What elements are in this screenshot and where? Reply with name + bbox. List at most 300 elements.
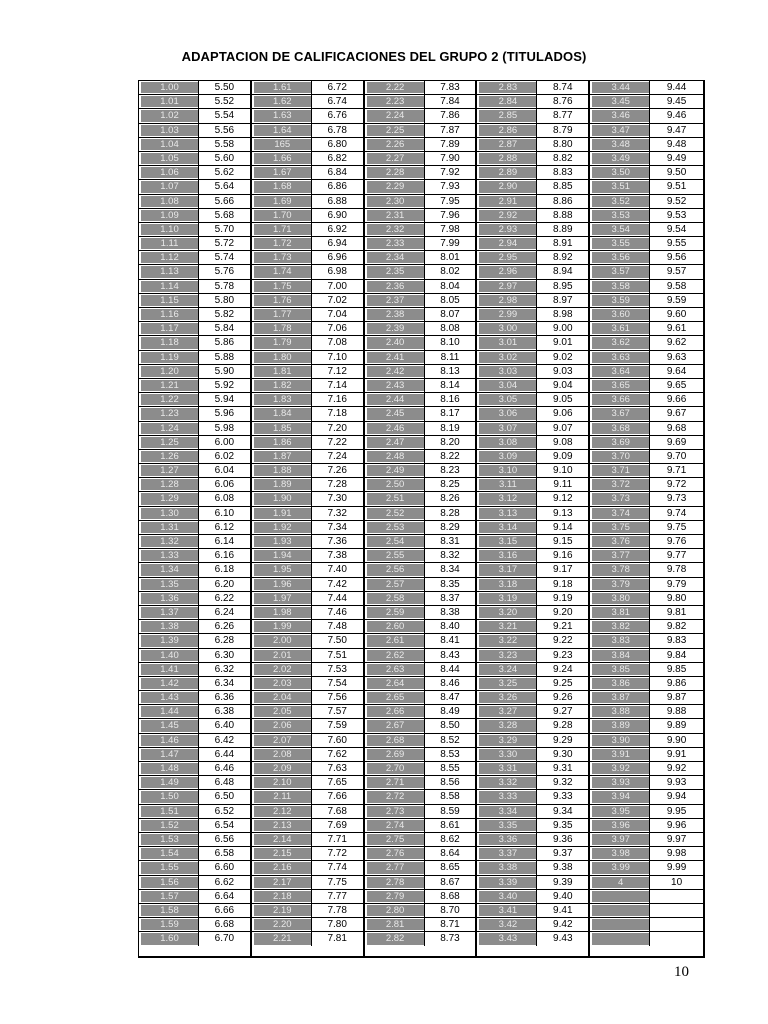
adapted-grade-cell: 9.68 xyxy=(649,422,703,435)
original-score-cell: 2.05 xyxy=(254,706,311,717)
original-score-cell: 1.22 xyxy=(141,394,198,405)
original-score-cell: 3.96 xyxy=(592,820,649,831)
table-row xyxy=(252,422,363,436)
original-score-cell: 3.38 xyxy=(479,862,536,873)
table-row xyxy=(590,422,703,436)
table-row xyxy=(477,677,588,691)
original-score-cell: 1.48 xyxy=(141,763,198,774)
table-row xyxy=(477,351,588,365)
table-row xyxy=(139,677,250,691)
adapted-grade-cell: 8.16 xyxy=(424,393,476,406)
adapted-grade-cell: 8.71 xyxy=(424,918,476,931)
adapted-grade-cell: 9.86 xyxy=(649,677,703,690)
adapted-grade-cell: 6.80 xyxy=(311,138,363,151)
adapted-grade-cell: 6.38 xyxy=(198,705,250,718)
table-row xyxy=(252,109,363,123)
original-score-cell: 2.49 xyxy=(367,465,424,476)
adapted-grade-cell: 5.94 xyxy=(198,393,250,406)
original-score-cell: 2.84 xyxy=(479,96,536,107)
original-score-cell: 3.56 xyxy=(592,252,649,263)
adapted-grade-cell: 7.95 xyxy=(424,195,476,208)
adapted-grade-cell: 8.32 xyxy=(424,549,476,562)
adapted-grade-cell: 6.74 xyxy=(311,95,363,108)
adapted-grade-cell: 7.75 xyxy=(311,876,363,889)
adapted-grade-cell: 6.94 xyxy=(311,237,363,250)
table-column-group xyxy=(590,81,703,956)
adapted-grade-cell: 6.56 xyxy=(198,833,250,846)
table-row xyxy=(365,492,476,506)
table-row xyxy=(590,634,703,648)
original-score-cell: 3.37 xyxy=(479,848,536,859)
adapted-grade-cell: 8.05 xyxy=(424,294,476,307)
original-score-cell: 1.46 xyxy=(141,735,198,746)
original-score-cell: 3.02 xyxy=(479,352,536,363)
adapted-grade-cell: 8.38 xyxy=(424,606,476,619)
adapted-grade-cell: 9.11 xyxy=(536,478,588,491)
table-row xyxy=(252,563,363,577)
table-row xyxy=(252,195,363,209)
original-score-cell: 2.09 xyxy=(254,763,311,774)
table-row xyxy=(365,422,476,436)
table-row xyxy=(252,322,363,336)
original-score-cell: 1.07 xyxy=(141,181,198,192)
adapted-grade-cell: 6.76 xyxy=(311,109,363,122)
table-row xyxy=(252,634,363,648)
table-row xyxy=(590,237,703,251)
adapted-grade-cell: 8.67 xyxy=(424,876,476,889)
table-row xyxy=(477,535,588,549)
original-score-cell: 1.71 xyxy=(254,224,311,235)
original-score-cell: 3.70 xyxy=(592,451,649,462)
original-score-cell: 3.78 xyxy=(592,564,649,575)
table-row xyxy=(252,237,363,251)
original-score-cell: 3.51 xyxy=(592,181,649,192)
adapted-grade-cell: 9.71 xyxy=(649,464,703,477)
original-score-cell: 2.15 xyxy=(254,848,311,859)
table-row xyxy=(365,152,476,166)
original-score-cell: 1.84 xyxy=(254,408,311,419)
adapted-grade-cell: 8.40 xyxy=(424,620,476,633)
original-score-cell: 1.47 xyxy=(141,749,198,760)
original-score-cell: 1.27 xyxy=(141,465,198,476)
table-row xyxy=(252,393,363,407)
adapted-grade-cell: 8.86 xyxy=(536,195,588,208)
adapted-grade-cell: 8.13 xyxy=(424,365,476,378)
adapted-grade-cell: 8.46 xyxy=(424,677,476,690)
table-row xyxy=(365,521,476,535)
adapted-grade-cell: 5.86 xyxy=(198,336,250,349)
table-row xyxy=(477,549,588,563)
original-score-cell: 2.71 xyxy=(367,777,424,788)
adapted-grade-cell: 7.16 xyxy=(311,393,363,406)
original-score-cell: 2.95 xyxy=(479,252,536,263)
original-score-cell: 1.17 xyxy=(141,323,198,334)
table-row xyxy=(139,876,250,890)
adapted-grade-cell: 8.61 xyxy=(424,819,476,832)
original-score-cell: 1.05 xyxy=(141,153,198,164)
original-score-cell: 3.99 xyxy=(592,862,649,873)
adapted-grade-cell: 9.19 xyxy=(536,592,588,605)
original-score-cell: 1.57 xyxy=(141,891,198,902)
adapted-grade-cell: 9.34 xyxy=(536,805,588,818)
original-score-cell: 2.52 xyxy=(367,508,424,519)
table-row xyxy=(477,847,588,861)
adapted-grade-cell: 9.88 xyxy=(649,705,703,718)
table-row xyxy=(139,861,250,875)
table-row xyxy=(477,379,588,393)
table-row xyxy=(365,138,476,152)
original-score-cell: 2.03 xyxy=(254,678,311,689)
original-score-cell: 2.36 xyxy=(367,281,424,292)
original-score-cell: 3.81 xyxy=(592,607,649,618)
table-row xyxy=(252,705,363,719)
adapted-grade-cell: 6.90 xyxy=(311,209,363,222)
adapted-grade-cell: 9.98 xyxy=(649,847,703,860)
original-score-cell: 1.38 xyxy=(141,621,198,632)
table-row xyxy=(477,805,588,819)
table-row xyxy=(477,237,588,251)
original-score-cell: 2.20 xyxy=(254,919,311,930)
adapted-grade-cell: 7.74 xyxy=(311,861,363,874)
original-score-cell: 1.45 xyxy=(141,720,198,731)
table-row xyxy=(365,748,476,762)
table-row xyxy=(477,322,588,336)
table-row xyxy=(590,109,703,123)
original-score-cell: 1.64 xyxy=(254,125,311,136)
adapted-grade-cell: 5.92 xyxy=(198,379,250,392)
original-score-cell: 1.86 xyxy=(254,437,311,448)
adapted-grade-cell: 7.36 xyxy=(311,535,363,548)
table-row xyxy=(139,407,250,421)
adapted-grade-cell: 9.63 xyxy=(649,351,703,364)
adapted-grade-cell: 9.12 xyxy=(536,492,588,505)
adapted-grade-cell: 9.57 xyxy=(649,265,703,278)
adapted-grade-cell: 8.10 xyxy=(424,336,476,349)
table-row xyxy=(139,535,250,549)
original-score-cell: 2.51 xyxy=(367,493,424,504)
table-row xyxy=(365,563,476,577)
table-row xyxy=(365,762,476,776)
original-score-cell: 3.74 xyxy=(592,508,649,519)
table-row xyxy=(139,478,250,492)
table-row xyxy=(252,336,363,350)
original-score-cell: 2.60 xyxy=(367,621,424,632)
adapted-grade-cell: 8.25 xyxy=(424,478,476,491)
adapted-grade-cell: 9.94 xyxy=(649,790,703,803)
adapted-grade-cell: 7.51 xyxy=(311,649,363,662)
adapted-grade-cell: 5.84 xyxy=(198,322,250,335)
original-score-cell: 3.45 xyxy=(592,96,649,107)
original-score-cell: 3.24 xyxy=(479,664,536,675)
table-row xyxy=(365,705,476,719)
original-score-cell: 3.19 xyxy=(479,593,536,604)
table-row xyxy=(365,805,476,819)
table-row xyxy=(139,251,250,265)
original-score-cell: 3.39 xyxy=(479,877,536,888)
table-row xyxy=(365,507,476,521)
table-row xyxy=(365,379,476,393)
original-score-cell: 3.18 xyxy=(479,579,536,590)
table-row xyxy=(477,748,588,762)
adapted-grade-cell: 9.03 xyxy=(536,365,588,378)
original-score-cell: 2.44 xyxy=(367,394,424,405)
adapted-grade-cell: 9.67 xyxy=(649,407,703,420)
table-row xyxy=(477,436,588,450)
original-score-cell: 3.31 xyxy=(479,763,536,774)
original-score-cell: 2.21 xyxy=(254,933,311,945)
original-score-cell: 1.14 xyxy=(141,281,198,292)
adapted-grade-cell: 6.12 xyxy=(198,521,250,534)
original-score-cell: 2.78 xyxy=(367,877,424,888)
table-row xyxy=(590,209,703,223)
original-score-cell: 1.04 xyxy=(141,139,198,150)
original-score-cell: 3.09 xyxy=(479,451,536,462)
table-row xyxy=(477,734,588,748)
table-column-group xyxy=(139,81,252,956)
adapted-grade-cell: 9.35 xyxy=(536,819,588,832)
original-score-cell: 2.23 xyxy=(367,96,424,107)
table-row xyxy=(139,691,250,705)
table-row xyxy=(477,876,588,890)
table-row xyxy=(139,592,250,606)
table-row xyxy=(477,166,588,180)
adapted-grade-cell: 9.51 xyxy=(649,180,703,193)
table-row xyxy=(477,705,588,719)
adapted-grade-cell: 9.84 xyxy=(649,649,703,662)
table-row xyxy=(365,308,476,322)
original-score-cell: 2.28 xyxy=(367,167,424,178)
adapted-grade-cell: 8.41 xyxy=(424,634,476,647)
table-row xyxy=(139,663,250,677)
table-row xyxy=(365,691,476,705)
original-score-cell: 1.08 xyxy=(141,196,198,207)
table-row xyxy=(477,507,588,521)
table-row xyxy=(590,521,703,535)
table-row xyxy=(477,180,588,194)
table-row xyxy=(365,549,476,563)
table-row xyxy=(139,762,250,776)
original-score-cell: 2.70 xyxy=(367,763,424,774)
adapted-grade-cell: 6.68 xyxy=(198,918,250,931)
original-score-cell: 1.76 xyxy=(254,295,311,306)
original-score-cell: 2.68 xyxy=(367,735,424,746)
adapted-grade-cell: 8.62 xyxy=(424,833,476,846)
original-score-cell: 2.88 xyxy=(479,153,536,164)
table-row xyxy=(590,876,703,890)
adapted-grade-cell: 5.58 xyxy=(198,138,250,151)
table-row xyxy=(252,677,363,691)
original-score-cell: 1.19 xyxy=(141,352,198,363)
table-row xyxy=(139,180,250,194)
adapted-grade-cell: 7.12 xyxy=(311,365,363,378)
adapted-grade-cell: 8.58 xyxy=(424,790,476,803)
table-row xyxy=(252,95,363,109)
table-row xyxy=(365,265,476,279)
table-row xyxy=(252,294,363,308)
table-row xyxy=(477,294,588,308)
table-row xyxy=(139,138,250,152)
adapted-grade-cell: 9.10 xyxy=(536,464,588,477)
original-score-cell: 2.80 xyxy=(367,905,424,916)
table-row xyxy=(590,365,703,379)
adapted-grade-cell: 8.37 xyxy=(424,592,476,605)
original-score-cell: 1.50 xyxy=(141,791,198,802)
original-score-cell: 2.58 xyxy=(367,593,424,604)
original-score-cell: 3.42 xyxy=(479,919,536,930)
adapted-grade-cell: 8.82 xyxy=(536,152,588,165)
adapted-grade-cell: 6.18 xyxy=(198,563,250,576)
table-row xyxy=(590,407,703,421)
table-row xyxy=(139,365,250,379)
adapted-grade-cell: 8.95 xyxy=(536,280,588,293)
table-row xyxy=(590,861,703,875)
adapted-grade-cell: 7.24 xyxy=(311,450,363,463)
table-row xyxy=(139,563,250,577)
adapted-grade-cell: 6.64 xyxy=(198,890,250,903)
adapted-grade-cell: 8.08 xyxy=(424,322,476,335)
adapted-grade-cell: 7.60 xyxy=(311,734,363,747)
adapted-grade-cell: 9.58 xyxy=(649,280,703,293)
original-score-cell: 2.37 xyxy=(367,295,424,306)
original-score-cell: 1.36 xyxy=(141,593,198,604)
adapted-grade-cell: 7.87 xyxy=(424,124,476,137)
table-row xyxy=(590,492,703,506)
adapted-grade-cell: 8.79 xyxy=(536,124,588,137)
original-score-cell: 1.34 xyxy=(141,564,198,575)
table-row xyxy=(477,152,588,166)
adapted-grade-cell: 9.77 xyxy=(649,549,703,562)
original-score-cell: 1.00 xyxy=(141,82,198,93)
original-score-cell: 3.25 xyxy=(479,678,536,689)
adapted-grade-cell: 7.71 xyxy=(311,833,363,846)
original-score-cell: 3.58 xyxy=(592,281,649,292)
original-score-cell: 2.50 xyxy=(367,479,424,490)
adapted-grade-cell: 8.34 xyxy=(424,563,476,576)
table-row xyxy=(590,833,703,847)
original-score-cell: 1.75 xyxy=(254,281,311,292)
original-score-cell: 2.14 xyxy=(254,834,311,845)
table-row xyxy=(590,705,703,719)
adapted-grade-cell: 9.87 xyxy=(649,691,703,704)
adapted-grade-cell: 7.72 xyxy=(311,847,363,860)
original-score-cell: 2.34 xyxy=(367,252,424,263)
original-score-cell: 1.53 xyxy=(141,834,198,845)
adapted-grade-cell: 7.26 xyxy=(311,464,363,477)
original-score-cell: 1.93 xyxy=(254,536,311,547)
original-score-cell: 3.55 xyxy=(592,238,649,249)
adapted-grade-cell: 8.83 xyxy=(536,166,588,179)
table-row xyxy=(252,663,363,677)
adapted-grade-cell: 6.42 xyxy=(198,734,250,747)
original-score-cell: 1.80 xyxy=(254,352,311,363)
original-score-cell: 3.69 xyxy=(592,437,649,448)
original-score-cell: 2.74 xyxy=(367,820,424,831)
adapted-grade-cell: 7.20 xyxy=(311,422,363,435)
table-row xyxy=(477,492,588,506)
adapted-grade-cell: 9.33 xyxy=(536,790,588,803)
original-score-cell: 1.37 xyxy=(141,607,198,618)
table-row xyxy=(590,294,703,308)
original-score-cell: 2.81 xyxy=(367,919,424,930)
adapted-grade-cell: 9.01 xyxy=(536,336,588,349)
adapted-grade-cell: 7.81 xyxy=(311,932,363,946)
original-score-cell: 2.83 xyxy=(479,82,536,93)
adapted-grade-cell: 9.97 xyxy=(649,833,703,846)
original-score-cell: 2.24 xyxy=(367,110,424,121)
adapted-grade-cell: 8.68 xyxy=(424,890,476,903)
table-row xyxy=(477,578,588,592)
original-score-cell: 2.63 xyxy=(367,664,424,675)
adapted-grade-cell: 6.08 xyxy=(198,492,250,505)
original-score-cell: 1.95 xyxy=(254,564,311,575)
table-row xyxy=(252,620,363,634)
adapted-grade-cell: 8.35 xyxy=(424,578,476,591)
adapted-grade-cell: 8.28 xyxy=(424,507,476,520)
table-row xyxy=(590,578,703,592)
adapted-grade-cell: 8.44 xyxy=(424,663,476,676)
table-row xyxy=(477,464,588,478)
original-score-cell: 1.33 xyxy=(141,550,198,561)
table-row xyxy=(590,478,703,492)
adapted-grade-cell: 8.98 xyxy=(536,308,588,321)
original-score-cell: 2.19 xyxy=(254,905,311,916)
original-score-cell: 2.39 xyxy=(367,323,424,334)
table-row xyxy=(252,762,363,776)
table-row xyxy=(590,890,703,904)
original-score-cell: 3.44 xyxy=(592,82,649,93)
table-row xyxy=(252,734,363,748)
original-score-cell: 3.28 xyxy=(479,720,536,731)
adapted-grade-cell: 7.66 xyxy=(311,790,363,803)
table-row xyxy=(139,450,250,464)
adapted-grade-cell: 7.48 xyxy=(311,620,363,633)
adapted-grade-cell: 7.54 xyxy=(311,677,363,690)
table-row xyxy=(139,95,250,109)
table-row xyxy=(252,365,363,379)
original-score-cell: 3.46 xyxy=(592,110,649,121)
original-score-cell: 3.03 xyxy=(479,366,536,377)
adapted-grade-cell: 9.06 xyxy=(536,407,588,420)
original-score-cell: 2.32 xyxy=(367,224,424,235)
original-score-cell: 3.64 xyxy=(592,366,649,377)
table-row xyxy=(365,209,476,223)
table-row xyxy=(139,904,250,918)
original-score-cell: 3.05 xyxy=(479,394,536,405)
table-row xyxy=(139,322,250,336)
adapted-grade-cell: 6.34 xyxy=(198,677,250,690)
table-row xyxy=(365,890,476,904)
adapted-grade-cell: 9.93 xyxy=(649,776,703,789)
original-score-cell: 1.58 xyxy=(141,905,198,916)
table-row xyxy=(365,861,476,875)
table-row xyxy=(139,336,250,350)
adapted-grade-cell: 9.09 xyxy=(536,450,588,463)
adapted-grade-cell: 8.56 xyxy=(424,776,476,789)
table-row xyxy=(590,180,703,194)
table-row xyxy=(139,620,250,634)
adapted-grade-cell: 5.90 xyxy=(198,365,250,378)
original-score-cell xyxy=(592,933,649,945)
table-row xyxy=(365,932,476,946)
table-row xyxy=(252,819,363,833)
original-score-cell: 3.92 xyxy=(592,763,649,774)
original-score-cell: 3.08 xyxy=(479,437,536,448)
adapted-grade-cell: 9.04 xyxy=(536,379,588,392)
original-score-cell: 1.25 xyxy=(141,437,198,448)
original-score-cell: 2.82 xyxy=(367,933,424,945)
original-score-cell: 3.29 xyxy=(479,735,536,746)
original-score-cell: 1.21 xyxy=(141,380,198,391)
